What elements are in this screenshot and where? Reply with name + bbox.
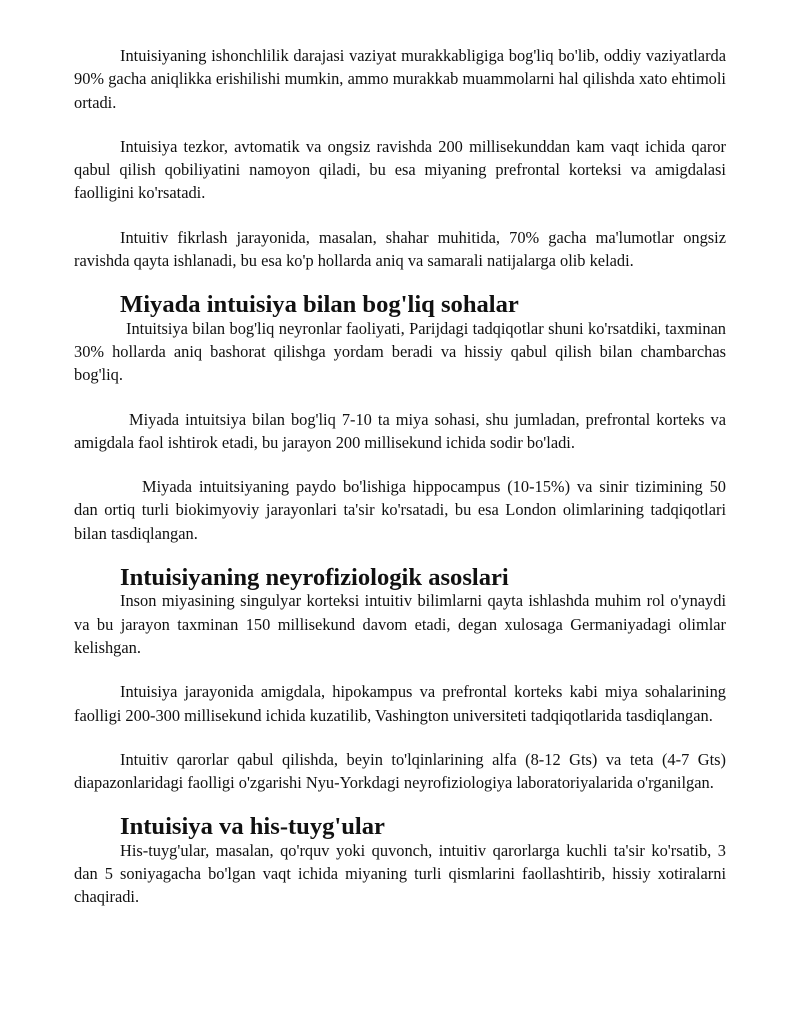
paragraph: Miyada intuitsiya bilan bog'liq 7-10 ta miya sohasi, shu jumladan, prefrontal korteks va amigdala faol ishtirok etadi, bu jarayon 200 millisekund ichida sodir bo'ladi. xyxy=(74,409,726,452)
paragraph: Intuitsiya bilan bog'liq neyronlar faoliyati, Parijdagi tadqiqotlar shuni ko'rsatdiki, taxminan 30% hollarda aniq bashorat qilishga yordam beradi va hissiy qabul qilish bilan chambarchas bog'liq. xyxy=(74,318,726,385)
section-heading: Intuisiya va his-tuyg'ular xyxy=(120,813,385,841)
document-page xyxy=(74,44,726,909)
paragraph: Intuisiya tezkor, avtomatik va ongsiz ravishda 200 millisekunddan kam vaqt ichida qaror qabul qilish qobiliyatini namoyon qiladi, bu esa miyaning prefrontal korteksi va amigdalasi faolligini ko'rsatadi. xyxy=(74,136,726,203)
paragraph: Inson miyasining singulyar korteksi intuitiv bilimlarni qayta ishlashda muhim rol o'ynaydi va bu jarayon taxminan 150 millisekund davom etadi, degan xulosaga Germaniyadagi olimlar kelishgan. xyxy=(74,591,726,657)
paragraph: Intuitiv fikrlash jarayonida, masalan, shahar muhitida, 70% gacha ma'lumotlar ongsiz ravishda qayta ishlanadi, bu esa ko'p hollarda aniq va samarali natijalarga olib keladi. xyxy=(74,227,726,271)
paragraph: His-tuyg'ular, masalan, qo'rquv yoki quvonch, intuitiv qarorlarga kuchli ta'sir ko'rsatib, 3 dan 5 soniyagacha bo'lgan vaqt ichida miyaning turli qismlarini faollashtirib, hissiy xotiralarni chaqiradi. xyxy=(74,840,726,907)
paragraph: Intuisiya jarayonida amigdala, hipokampus va prefrontal korteks kabi miya sohalarining faolligi 200-300 millisekund ichida kuzatilib, Vashington universiteti tadqiqotlarida tasdiqlangan. xyxy=(74,682,726,725)
section-heading: Intuisiyaning neyrofiziologik asoslari xyxy=(120,564,509,592)
paragraph: Intuitiv qarorlar qabul qilishda, beyin to'lqinlarining alfa (8-12 Gts) va teta (4-7 Gts) diapazonlaridagi faolligi o'zgarishi Nyu-Yorkdagi neyrofiziologiya laboratoriyalarida o'rganilgan. xyxy=(74,749,726,793)
paragraph: Intuisiyaning ishonchlilik darajasi vaziyat murakkabligiga bog'liq bo'lib, oddiy vaziyatlarda 90% gacha aniqlikka erishilishi mumkin, ammo murakkab muammolarni hal qilishda xato ehtimoli ortadi. xyxy=(74,46,726,112)
paragraph: Miyada intuitsiyaning paydo bo'lishiga hippocampus (10-15%) va sinir tizimining 50 dan ortiq turli biokimyoviy jarayonlari ta'sir ko'rsatadi, bu esa London olimlarining tadqiqotlari bilan tasdiqlangan. xyxy=(74,477,726,543)
section-heading: Miyada intuisiya bilan bog'liq sohalar xyxy=(120,291,519,319)
